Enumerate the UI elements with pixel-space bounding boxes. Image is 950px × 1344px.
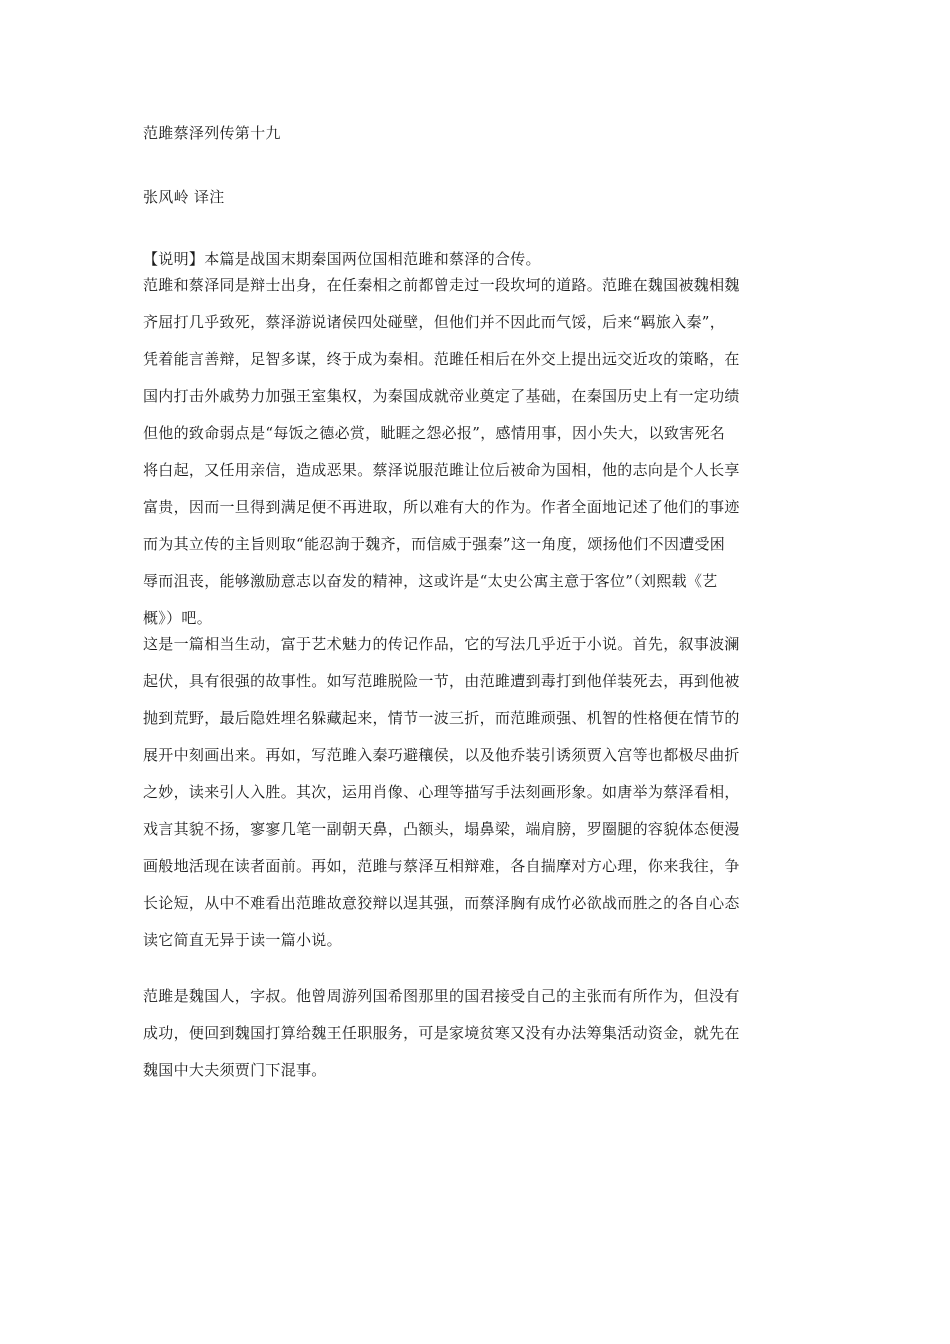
document-body [143,123,815,1080]
text-line: 将白起，又任用亲信，造成恶果。蔡泽说服范雎让位后被命为国相，他的志向是个人长享 [143,461,740,479]
text-line: 画般地活现在读者面前。再如，范雎与蔡泽互相辩难，各自揣摩对方心理，你来我往，争 [143,857,740,875]
text-line: 范雎和蔡泽同是辩士出身，在任秦相之前都曾走过一段坎坷的道路。范雎在魏国被魏相魏 [143,276,740,294]
paragraph-main-text [143,986,815,1080]
text-line: 概》）吧。 [143,609,213,627]
text-line: 富贵，因而一旦得到满足便不再进取，所以难有大的作为。作者全面地记述了他们的事迹 [143,498,740,516]
document-title: 范雎蔡泽列传第十九 [143,124,281,142]
paragraph-intro-summary [143,275,815,628]
text-line: 展开中刻画出来。再如，写范雎入秦巧避穰侯，以及他乔装引诱须贾入宫等也都极尽曲折 [143,746,740,764]
text-line: 抛到荒野，最后隐姓埋名躲藏起来，情节一波三折，而范雎顽强、机智的性格便在情节的 [143,709,740,727]
text-line: 但他的致命弱点是“每饭之德必赏，眦睚之怨必报”，感情用事，因小失大，以致害死名 [143,424,726,442]
translator-line: 张风岭 译注 [143,188,225,206]
paragraph-gap [143,950,815,980]
note-heading: 【说明】本篇是战国末期秦国两位国相范雎和蔡泽的合传。 [143,250,541,268]
text-line: 成功，便回到魏国打算给魏王任职服务，可是家境贫寒又没有办法筹集活动资金，就先在 [143,1024,740,1042]
text-line: 齐屈打几乎致死，蔡泽游说诸侯四处碰壁，但他们并不因此而气馁，后来“羁旅入秦”， [143,313,726,331]
text-line: 长论短，从中不难看出范雎故意狡辩以逞其强，而蔡泽胸有成竹必欲战而胜之的各自心态 [143,894,740,912]
text-line: 这是一篇相当生动，富于艺术魅力的传记作品，它的写法几乎近于小说。首先，叙事波澜 [143,635,740,653]
text-line: 之妙，读来引人入胜。其次，运用肖像、心理等描写手法刻画形象。如唐举为蔡泽看相， [143,783,740,801]
text-line: 读它简直无异于读一篇小说。 [143,931,342,949]
text-line: 戏言其貌不扬，寥寥几笔一副朝天鼻，凸额头，塌鼻梁，端肩膀，罗圈腿的容貌体态便漫 [143,820,740,838]
text-line: 而为其立传的主旨则取“能忍詢于魏齐，而信威于强秦”这一角度，颂扬他们不因遭受困 [143,535,726,553]
text-line: 国内打击外戚势力加强王室集权，为秦国成就帝业奠定了基础，在秦国历史上有一定功绩 [143,387,740,405]
text-line: 凭着能言善辩，足智多谋，终于成为秦相。范雎任相后在外交上提出远交近攻的策略，在 [143,350,740,368]
text-line: 范雎是魏国人，字叔。他曾周游列国希图那里的国君接受自己的主张而有所作为，但没有 [143,987,740,1005]
text-line: 魏国中大夫须贾门下混事。 [143,1061,327,1079]
text-line: 辱而沮丧，能够激励意志以奋发的精神，这或许是“太史公寓主意于客位”（刘熙载《艺 [143,572,718,590]
paragraph-literary-analysis [143,634,815,950]
text-line: 起伏，具有很强的故事性。如写范雎脱险一节，由范雎遭到毒打到他佯装死去，再到他被 [143,672,740,690]
